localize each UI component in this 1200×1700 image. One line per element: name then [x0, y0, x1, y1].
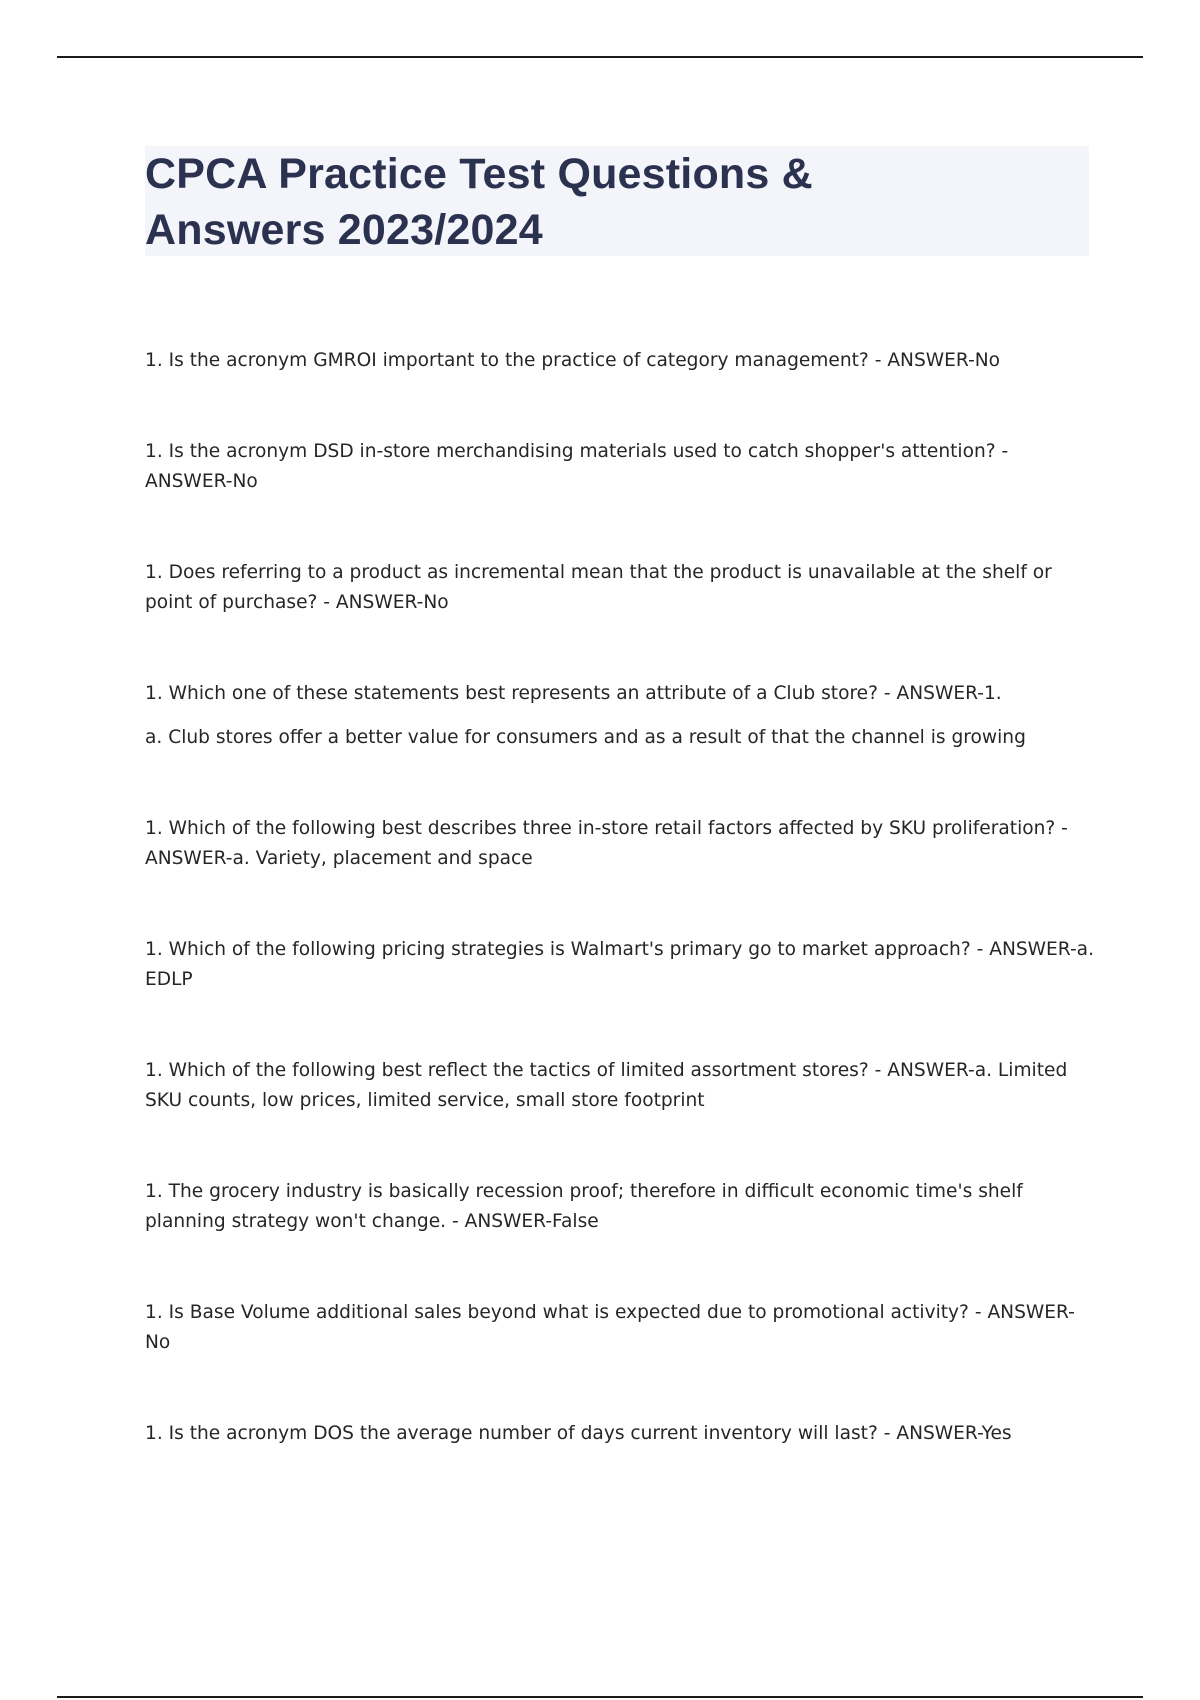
- qa-item: [145, 679, 1095, 753]
- qa-item: [145, 935, 1095, 995]
- question-answer-list: [145, 346, 1095, 1449]
- title-banner: [145, 146, 1089, 256]
- qa-text: 1. Is the acronym DOS the average number of days current inventory will last? - ANSWER-Yes: [145, 1423, 1012, 1444]
- qa-text: 1. The grocery industry is basically recession proof; therefore in difficult economic time's shelf planning strategy won't change. - ANSWER-False: [145, 1181, 1023, 1232]
- qa-text: 1. Which of the following best reflect the tactics of limited assortment stores? - ANSWER-a. Limited SKU counts, low prices, limited service, small store footprint: [145, 1060, 1068, 1111]
- title-line-2: Answers 2023/2024: [145, 206, 543, 254]
- qa-item: [145, 558, 1095, 618]
- qa-subanswer: a. Club stores offer a better value for consumers and as a result of that the channel is growing: [145, 727, 1026, 748]
- qa-text: 1. Which of the following pricing strategies is Walmart's primary go to market approach? - ANSWER-a. EDLP: [145, 939, 1094, 990]
- qa-item: [145, 1056, 1095, 1116]
- qa-text: 1. Which of the following best describes three in-store retail factors affected by SKU proliferation? - ANSWER-a. Variety, placement and space: [145, 818, 1068, 869]
- qa-text: 1. Is Base Volume additional sales beyond what is expected due to promotional activity? - ANSWER-No: [145, 1302, 1075, 1353]
- qa-text: 1. Does referring to a product as incremental mean that the product is unavailable at the shelf or point of purchase? - ANSWER-No: [145, 562, 1052, 613]
- document-title: [145, 146, 1089, 258]
- bottom-divider: [57, 1696, 1143, 1698]
- qa-item: [145, 1298, 1095, 1358]
- qa-item: [145, 1419, 1095, 1449]
- qa-item: [145, 346, 1095, 376]
- qa-item: [145, 814, 1095, 874]
- title-line-1: CPCA Practice Test Questions &: [145, 150, 813, 198]
- qa-text: 1. Is the acronym DSD in-store merchandising materials used to catch shopper's attention? - ANSWER-No: [145, 441, 1009, 492]
- top-divider: [57, 56, 1143, 58]
- qa-text: 1. Is the acronym GMROI important to the practice of category management? - ANSWER-No: [145, 350, 1001, 371]
- qa-item: [145, 1177, 1095, 1237]
- qa-item: [145, 437, 1095, 497]
- qa-text: 1. Which one of these statements best represents an attribute of a Club store? - ANSWER-1.: [145, 683, 1002, 704]
